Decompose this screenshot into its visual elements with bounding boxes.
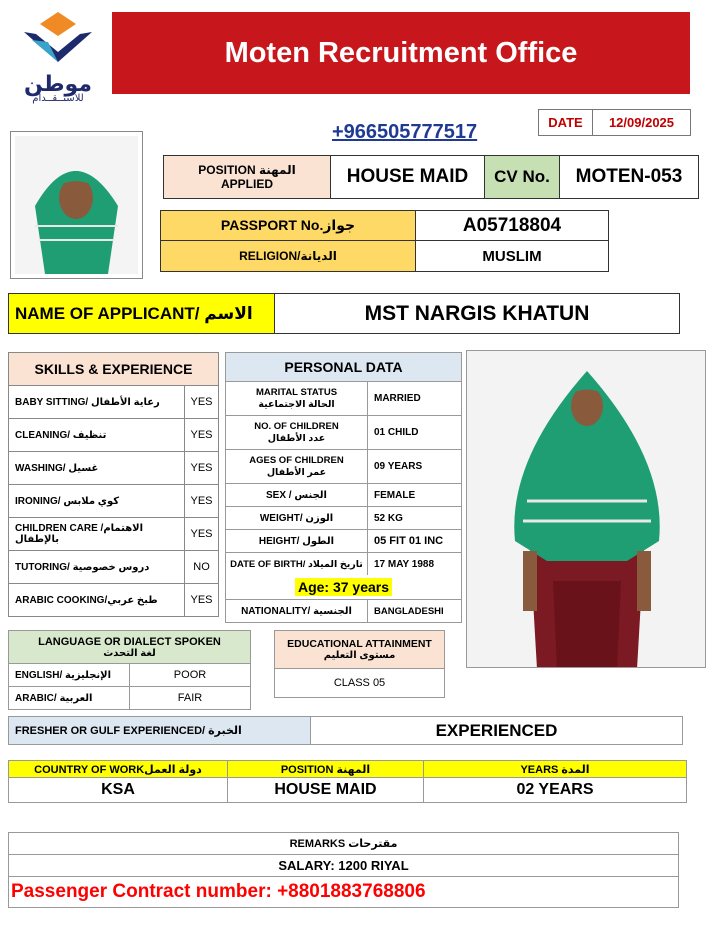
applicant-name-label: NAME OF APPLICANT/ الاسم — [9, 294, 275, 333]
phone-number[interactable]: +966505777517 — [332, 121, 478, 143]
work-position-value: HOUSE MAID — [228, 778, 424, 802]
portrait-icon — [15, 136, 138, 274]
passport-value: A05718804 — [462, 214, 562, 236]
language-title: LANGUAGE OR DIALECT SPOKEN — [38, 635, 221, 648]
skills-row — [8, 485, 219, 518]
work-header-position: POSITION المهنة — [228, 761, 424, 777]
skill-label: IRONING/ كوي ملابس — [9, 485, 185, 517]
skill-value: NO — [193, 561, 210, 573]
sex-value: FEMALE — [374, 489, 416, 501]
experience-label: FRESHER OR GULF EXPERIENCED/ الخبرة — [9, 717, 311, 744]
applicant-photo-small — [10, 131, 143, 279]
skill-value: YES — [190, 396, 213, 408]
work-years-value: 02 YEARS — [516, 781, 594, 798]
ages-value: 09 YEARS — [374, 461, 423, 472]
skills-title: SKILLS & EXPERIENCE — [8, 352, 219, 386]
applicant-name-value: MST NARGIS KHATUN — [364, 301, 590, 325]
skills-table — [8, 352, 219, 617]
education-value: CLASS 05 — [333, 677, 386, 689]
position-value: HOUSE MAID — [331, 156, 485, 198]
skills-row — [8, 518, 219, 551]
skills-row — [8, 419, 219, 452]
contract-number: Passenger Contract number: +8801883768806 — [11, 881, 426, 902]
skill-value: YES — [190, 429, 213, 441]
skills-row — [8, 386, 219, 419]
applicant-name-row — [8, 293, 680, 334]
work-history-table — [8, 760, 687, 803]
remarks-table — [8, 832, 679, 908]
applicant-photo-full — [466, 350, 706, 668]
full-body-portrait-icon — [467, 351, 706, 668]
religion-label: RELIGION/الديانة — [161, 241, 416, 271]
skill-label: WASHING/ غسيل — [9, 452, 185, 484]
experience-value: EXPERIENCED — [435, 720, 558, 740]
dob-value: 17 MAY 1988 — [374, 558, 435, 570]
height-value: 05 FIT 01 INC — [374, 535, 444, 547]
skill-label: CHILDREN CARE /الاهتمام بالإطفال — [9, 518, 185, 550]
language-english-value: POOR — [173, 669, 207, 681]
work-header-years: YEARS المدة — [520, 763, 590, 776]
logo-arabic-name: موطن — [24, 71, 92, 96]
skill-value: YES — [190, 462, 213, 474]
education-title: EDUCATIONAL ATTAINMENT — [287, 638, 432, 650]
skill-value: YES — [190, 594, 213, 606]
weight-label: WEIGHT/ الوزن — [226, 507, 368, 529]
nationality-label: NATIONALITY/ الجنسية — [226, 600, 368, 622]
language-english-label: ENGLISH/ الإنجليزية — [9, 664, 130, 686]
children-value: 01 CHILD — [374, 427, 419, 438]
logo-arabic-sub: للاستــقــدام — [32, 93, 84, 104]
personal-data-table — [225, 352, 462, 623]
passport-label: PASSPORT No.جواز — [161, 211, 416, 240]
date-box — [538, 109, 691, 136]
skills-row — [8, 452, 219, 485]
nationality-value: BANGLADESHI — [374, 605, 444, 617]
skill-label: TUTORING/ دروس خصوصية — [9, 551, 185, 583]
work-header-country: COUNTRY OF WORKدولة العمل — [9, 761, 228, 777]
date-value: 12/09/2025 — [608, 115, 675, 130]
weight-value: 52 KG — [374, 512, 403, 524]
position-row — [163, 155, 699, 199]
skill-label: CLEANING/ تنظيف — [9, 419, 185, 451]
education-table — [274, 630, 445, 698]
language-arabic-label: ARABIC/ العربية — [9, 687, 130, 709]
education-title-ar: مستوى التعليم — [323, 650, 396, 661]
passport-religion-block — [160, 210, 609, 272]
language-title-ar: لغة التحدث — [103, 647, 156, 659]
marital-label: MARITAL STATUS الحالة الاجتماعية — [226, 382, 368, 415]
experience-row — [8, 716, 683, 745]
date-label: DATE — [539, 110, 593, 135]
religion-value: MUSLIM — [482, 247, 542, 265]
salary-value: SALARY: 1200 RIYAL — [9, 855, 678, 877]
children-label: NO. OF CHILDREN عدد الأطفال — [226, 416, 368, 449]
skill-label: ARABIC COOKING/طبخ عربي — [9, 584, 185, 616]
skills-row — [8, 551, 219, 584]
remarks-label: REMARKS مقترحات — [9, 833, 678, 855]
skill-value: YES — [190, 495, 213, 507]
work-country-value: KSA — [9, 778, 228, 802]
personal-title: PERSONAL DATA — [226, 353, 461, 382]
position-label: POSITION المهنة APPLIED — [164, 156, 331, 198]
dob-label: DATE OF BIRTH/ تاريخ الميلاد — [226, 553, 368, 575]
skill-value: YES — [190, 528, 213, 540]
language-arabic-value: FAIR — [177, 692, 203, 704]
logo-mark-icon — [18, 10, 98, 70]
language-table — [8, 630, 251, 710]
skills-row — [8, 584, 219, 617]
header-title: Moten Recruitment Office — [224, 36, 578, 69]
age-badge: Age: 37 years — [295, 578, 392, 596]
sex-label: SEX / الجنس — [226, 484, 368, 506]
ages-label: AGES OF CHILDREN عمر الأطفال — [226, 450, 368, 483]
company-logo — [18, 10, 98, 102]
cv-label: CV No. — [485, 156, 560, 198]
marital-value: MARRIED — [374, 393, 421, 404]
skill-label: BABY SITTING/ رعاية الأطفال — [9, 386, 185, 418]
cv-value: MOTEN-053 — [575, 166, 683, 187]
height-label: HEIGHT/ الطول — [226, 530, 368, 552]
header-banner — [112, 12, 690, 94]
